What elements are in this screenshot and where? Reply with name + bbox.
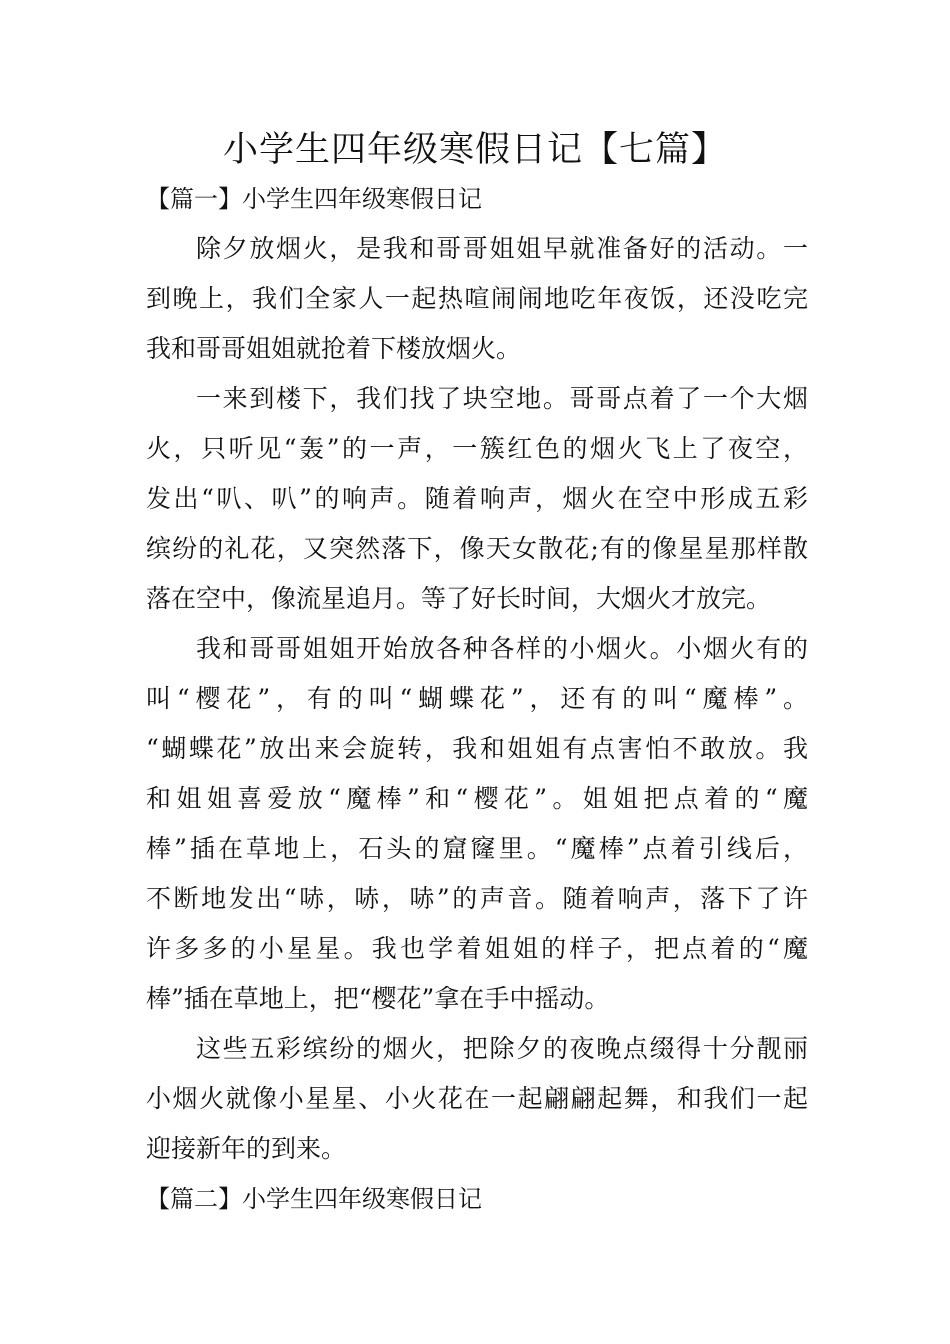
paragraph-line: 除夕放烟火，是我和哥哥姐姐早就准备好的活动。一	[196, 234, 808, 263]
paragraph-line: 小烟火就像小星星、小火花在一起翩翩起舞，和我们一起	[146, 1084, 808, 1113]
page-title: 小学生四年级寒假日记【七篇】	[222, 130, 727, 170]
paragraph-line: 缤纷的礼花，又突然落下，像天女散花;有的像星星那样散	[146, 534, 808, 563]
paragraph-line: 迎接新年的到来。	[146, 1134, 347, 1163]
paragraph-line: 叫“樱花”，有的叫“蝴蝶花”，还有的叫“魔棒”。	[146, 684, 808, 713]
paragraph-line: 发出“叭、叭”的响声。随着响声，烟火在空中形成五彩	[146, 484, 808, 513]
paragraph-line: 不断地发出“哧，哧，哧”的声音。随着响声，落下了许	[146, 884, 808, 913]
paragraph-line: 许多多的小星星。我也学着姐姐的样子，把点着的“魔	[146, 934, 808, 963]
section-heading-2: 【篇二】小学生四年级寒假日记	[146, 1185, 482, 1213]
paragraph-line: 一来到楼下，我们找了块空地。哥哥点着了一个大烟	[196, 384, 808, 413]
paragraph-line: 和姐姐喜爱放“魔棒”和“樱花”。姐姐把点着的“魔	[146, 784, 808, 813]
paragraph-line: 这些五彩缤纷的烟火，把除夕的夜晚点缀得十分靓丽	[196, 1034, 808, 1063]
paragraph-line: “蝴蝶花”放出来会旋转，我和姐姐有点害怕不敢放。我	[146, 734, 808, 763]
paragraph-line: 落在空中，像流星追月。等了好长时间，大烟火才放完。	[146, 584, 772, 613]
section-heading-1: 【篇一】小学生四年级寒假日记	[146, 185, 482, 213]
paragraph-line: 我和哥哥姐姐开始放各种各样的小烟火。小烟火有的	[196, 634, 808, 663]
paragraph-line: 到晚上，我们全家人一起热喧闹闹地吃年夜饭，还没吃完	[146, 284, 808, 313]
paragraph-line: 火，只听见“轰”的一声，一簇红色的烟火飞上了夜空，	[146, 434, 808, 463]
paragraph-line: 棒”插在草地上，把“樱花”拿在手中摇动。	[146, 984, 610, 1013]
paragraph-line: 棒”插在草地上，石头的窟窿里。“魔棒”点着引线后，	[146, 834, 808, 863]
paragraph-line: 我和哥哥姐姐就抢着下楼放烟火。	[146, 334, 522, 363]
